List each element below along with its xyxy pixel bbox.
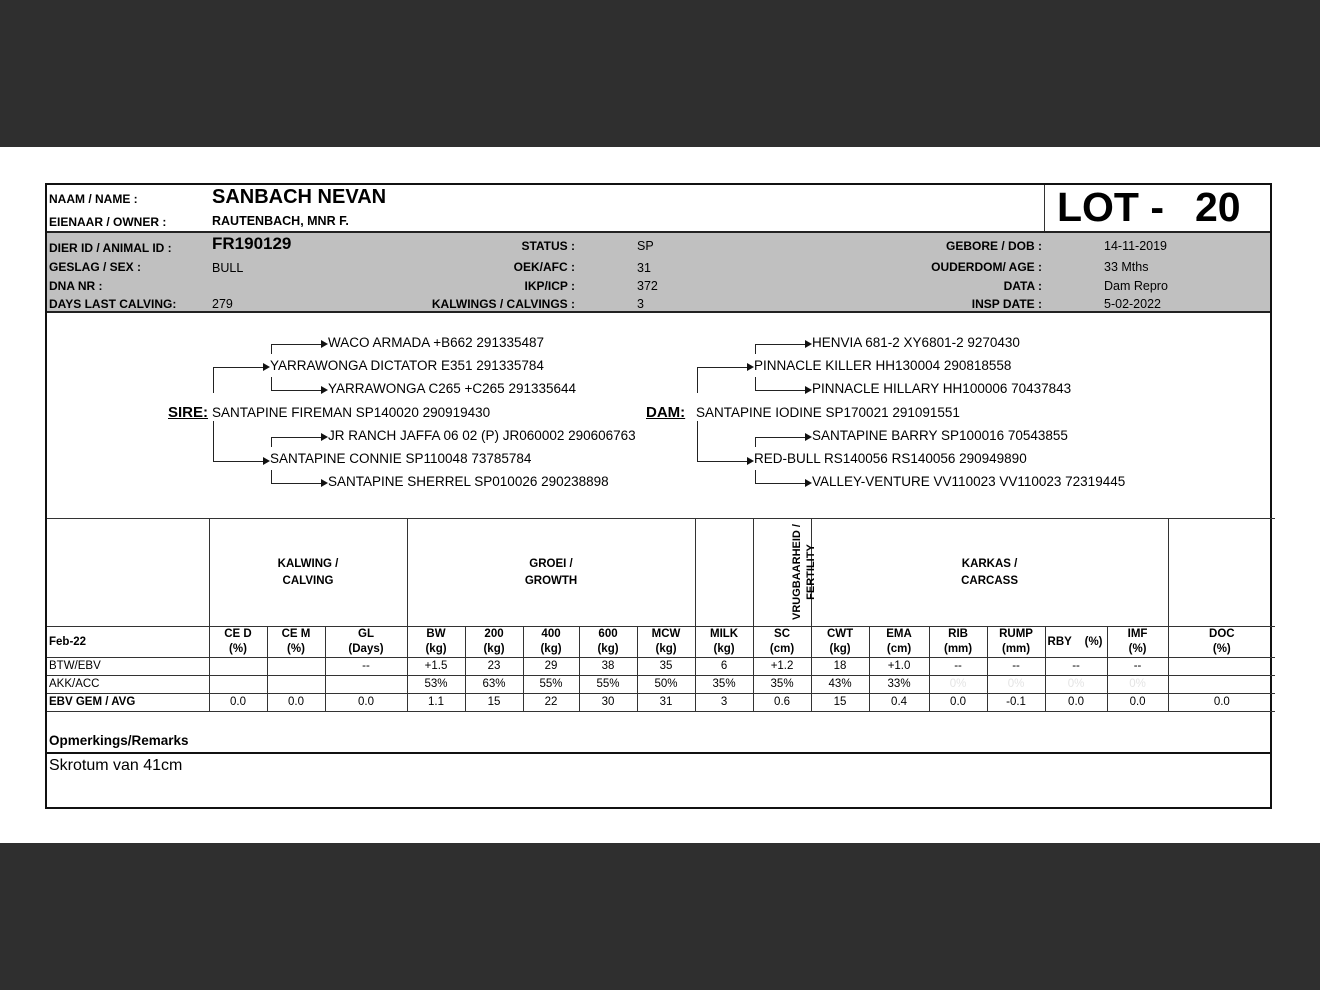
data-label: DATA : (1003, 279, 1042, 293)
dob-label: GEBORE / DOB : (945, 239, 1042, 253)
ebv-table (47, 518, 1275, 712)
age-label: OUDERDOM/ AGE : (931, 260, 1042, 274)
connector-line (755, 470, 756, 483)
connector-line (697, 461, 749, 462)
cell: 35% (753, 676, 811, 694)
cell: 3 (695, 694, 753, 712)
col-rump: RUMP (mm) (987, 627, 1045, 658)
dam-sire-sire: HENVIA 681-2 XY6801-2 9270430 (812, 335, 1020, 350)
cell (209, 658, 267, 676)
col-imf: IMF (%) (1107, 627, 1168, 658)
afc-value: 31 (637, 261, 651, 275)
sire-sire-dam: YARRAWONGA C265 +C265 291335644 (328, 381, 577, 396)
cell: 0% (1045, 676, 1107, 694)
cell: 55% (523, 676, 579, 694)
dam-name: SANTAPINE IODINE SP170021 291091551 (696, 405, 960, 420)
connector-line (697, 367, 698, 393)
connector-line (271, 437, 272, 447)
group-growth (407, 519, 695, 627)
cell: 15 (465, 694, 523, 712)
sire-name: SANTAPINE FIREMAN SP140020 290919430 (212, 405, 491, 420)
group-calving (209, 519, 407, 627)
cell (1168, 676, 1275, 694)
connector-line (755, 377, 756, 390)
group-growth-line1: GROEI / (529, 557, 573, 570)
table-row-ebv (47, 658, 1275, 676)
cell: 0% (1107, 676, 1168, 694)
days-last-calving-value: 279 (212, 297, 233, 311)
connector-line (755, 437, 807, 438)
animal-name: SANBACH NEVAN (212, 186, 387, 208)
dob-value: 14-11-2019 (1104, 239, 1168, 253)
arrow-right-icon (321, 386, 328, 394)
group-fertility-label: VRUGBAARHEID / FERTILITY (790, 523, 817, 620)
cell (209, 676, 267, 694)
connector-line (213, 367, 214, 393)
status-value: SP (637, 239, 654, 253)
connector-line (271, 344, 272, 354)
connector-line (213, 421, 214, 461)
col-ema: EMA (cm) (869, 627, 929, 658)
arrow-right-icon (321, 340, 328, 348)
remarks-divider (47, 752, 1270, 754)
calvings-value: 3 (637, 297, 644, 311)
connector-line (271, 470, 272, 483)
arrow-right-icon (263, 457, 270, 465)
group-doc-blank (1168, 519, 1275, 627)
group-blank (47, 519, 209, 627)
remarks-label: Opmerkings/Remarks (49, 733, 189, 748)
cell: 22 (523, 694, 579, 712)
arrow-right-icon (321, 433, 328, 441)
arrow-right-icon (805, 340, 812, 348)
cell: 43% (811, 676, 869, 694)
connector-line (271, 344, 323, 345)
insp-date-label: INSP DATE : (971, 297, 1042, 311)
cell: +1.5 (407, 658, 465, 676)
ebv-column-header-row (47, 627, 1275, 658)
cell: -- (929, 658, 987, 676)
cell: 0.0 (929, 694, 987, 712)
cell: 0.0 (1107, 694, 1168, 712)
group-calving-line2: CALVING (282, 574, 334, 587)
cell: 23 (465, 658, 523, 676)
col-rby: RBY (%) (1045, 627, 1107, 658)
connector-line (755, 390, 807, 391)
cell: -- (987, 658, 1045, 676)
owner-name: RAUTENBACH, MNR F. (212, 214, 349, 228)
arrow-right-icon (747, 363, 754, 371)
days-last-calving-label: DAYS LAST CALVING: (49, 297, 177, 311)
cell: 35% (695, 676, 753, 694)
cell: +1.2 (753, 658, 811, 676)
lot-box (1044, 185, 1271, 231)
arrow-right-icon (747, 457, 754, 465)
ebv-group-header-row (47, 519, 1275, 627)
col-doc: DOC (%) (1168, 627, 1275, 658)
dam-dam-sire: SANTAPINE BARRY SP100016 70543855 (812, 428, 1068, 443)
cell: 35 (637, 658, 695, 676)
sex-value: BULL (212, 261, 244, 275)
sire-sire: YARRAWONGA DICTATOR E351 291335784 (270, 358, 544, 373)
afc-label: OEK/AFC : (513, 260, 575, 274)
col-200: 200 (kg) (465, 627, 523, 658)
name-owner-section (47, 185, 1270, 231)
age-value: 33 Mths (1104, 260, 1149, 274)
cell: 0.0 (1168, 694, 1275, 712)
col-rib: RIB (mm) (929, 627, 987, 658)
col-ce-m: CE M (%) (267, 627, 325, 658)
name-label: NAAM / NAME : (49, 192, 138, 206)
connector-line (755, 344, 807, 345)
sire-dam: SANTAPINE CONNIE SP110048 73785784 (270, 451, 532, 466)
col-ce-d: CE D (%) (209, 627, 267, 658)
status-label: STATUS : (521, 239, 575, 253)
table-row-acc (47, 676, 1275, 694)
dam-dam-dam: VALLEY-VENTURE VV110023 VV110023 72319445 (812, 474, 1126, 489)
cell: 0.0 (209, 694, 267, 712)
lot-number: 20 (1195, 184, 1241, 230)
cell: 0% (987, 676, 1045, 694)
arrow-right-icon (263, 363, 270, 371)
row-label: BTW/EBV (47, 658, 209, 676)
connector-line (271, 483, 323, 484)
col-400: 400 (kg) (523, 627, 579, 658)
row-label: EBV GEM / AVG (47, 694, 209, 712)
animal-id: FR190129 (212, 234, 292, 253)
col-cwt: CWT (kg) (811, 627, 869, 658)
cell (1168, 658, 1275, 676)
cell: 53% (407, 676, 465, 694)
dam-sire-dam: PINNACLE HILLARY HH100006 70437843 (812, 381, 1072, 396)
owner-label: EIENAAR / OWNER : (49, 215, 167, 229)
col-sc: SC (cm) (753, 627, 811, 658)
group-carcass-line1: KARKAS / (961, 557, 1018, 570)
icp-label: IKP/ICP : (524, 279, 575, 293)
cell: 33% (869, 676, 929, 694)
lot-card (45, 183, 1272, 809)
sire-dam-dam: SANTAPINE SHERREL SP010026 290238898 (328, 474, 609, 489)
cell: 0.0 (1045, 694, 1107, 712)
cell: 0.4 (869, 694, 929, 712)
col-mcw: MCW (kg) (637, 627, 695, 658)
col-gl: GL (Days) (325, 627, 407, 658)
cell: 6 (695, 658, 753, 676)
cell: 1.1 (407, 694, 465, 712)
top-letterbox (0, 0, 1320, 147)
connector-line (755, 344, 756, 354)
group-carcass (811, 519, 1168, 627)
animal-id-label: DIER ID / ANIMAL ID : (49, 241, 172, 255)
icp-value: 372 (637, 279, 658, 293)
cell: 0.6 (753, 694, 811, 712)
arrow-right-icon (321, 479, 328, 487)
connector-line (213, 461, 265, 462)
period-label: Feb-22 (47, 627, 209, 658)
cell (267, 658, 325, 676)
animal-details-section (47, 231, 1270, 313)
cell: +1.0 (869, 658, 929, 676)
group-fertility (753, 519, 817, 627)
table-row-avg (47, 694, 1275, 712)
dam-dam: RED-BULL RS140056 RS140056 290949890 (754, 451, 1027, 466)
cell: 0.0 (325, 694, 407, 712)
cell: 55% (579, 676, 637, 694)
arrow-right-icon (805, 479, 812, 487)
dam-label: DAM: (646, 404, 686, 421)
group-calving-line1: KALWING / (277, 557, 339, 570)
row-label: AKK/ACC (47, 676, 209, 694)
cell: 31 (637, 694, 695, 712)
cell: -- (1045, 658, 1107, 676)
cell: -- (1107, 658, 1168, 676)
connector-line (271, 437, 323, 438)
bottom-letterbox (0, 843, 1320, 990)
cell: 30 (579, 694, 637, 712)
connector-line (271, 377, 272, 390)
cell: -- (325, 658, 407, 676)
cell: 0.0 (267, 694, 325, 712)
dam-sire: PINNACLE KILLER HH130004 290818558 (754, 358, 1012, 373)
cell: 38 (579, 658, 637, 676)
cell: -0.1 (987, 694, 1045, 712)
cell: 18 (811, 658, 869, 676)
dna-label: DNA NR : (49, 279, 103, 293)
group-milk-blank (695, 519, 753, 627)
connector-line (697, 367, 749, 368)
sex-label: GESLAG / SEX : (49, 260, 142, 274)
cell: 15 (811, 694, 869, 712)
col-600: 600 (kg) (579, 627, 637, 658)
group-carcass-line2: CARCASS (961, 574, 1018, 587)
connector-line (697, 421, 698, 461)
cell: 0% (929, 676, 987, 694)
connector-line (213, 367, 265, 368)
sire-sire-sire: WACO ARMADA +B662 291335487 (328, 335, 544, 350)
sire-dam-sire: JR RANCH JAFFA 06 02 (P) JR060002 290606763 (328, 428, 636, 443)
sire-label: SIRE: (168, 404, 209, 421)
data-value: Dam Repro (1104, 279, 1168, 293)
remarks-text: Skrotum van 41cm (49, 757, 183, 774)
cell: 63% (465, 676, 523, 694)
connector-line (755, 437, 756, 447)
connector-line (755, 483, 807, 484)
cell (267, 676, 325, 694)
cell: 29 (523, 658, 579, 676)
cell (325, 676, 407, 694)
arrow-right-icon (805, 386, 812, 394)
calvings-label: KALWINGS / CALVINGS : (431, 297, 575, 311)
connector-line (271, 390, 323, 391)
insp-date-value: 5-02-2022 (1104, 297, 1161, 311)
col-bw: BW (kg) (407, 627, 465, 658)
arrow-right-icon (805, 433, 812, 441)
cell: 50% (637, 676, 695, 694)
col-milk: MILK (kg) (695, 627, 753, 658)
lot-label: LOT - (1057, 184, 1165, 230)
group-growth-line2: GROWTH (524, 574, 578, 587)
